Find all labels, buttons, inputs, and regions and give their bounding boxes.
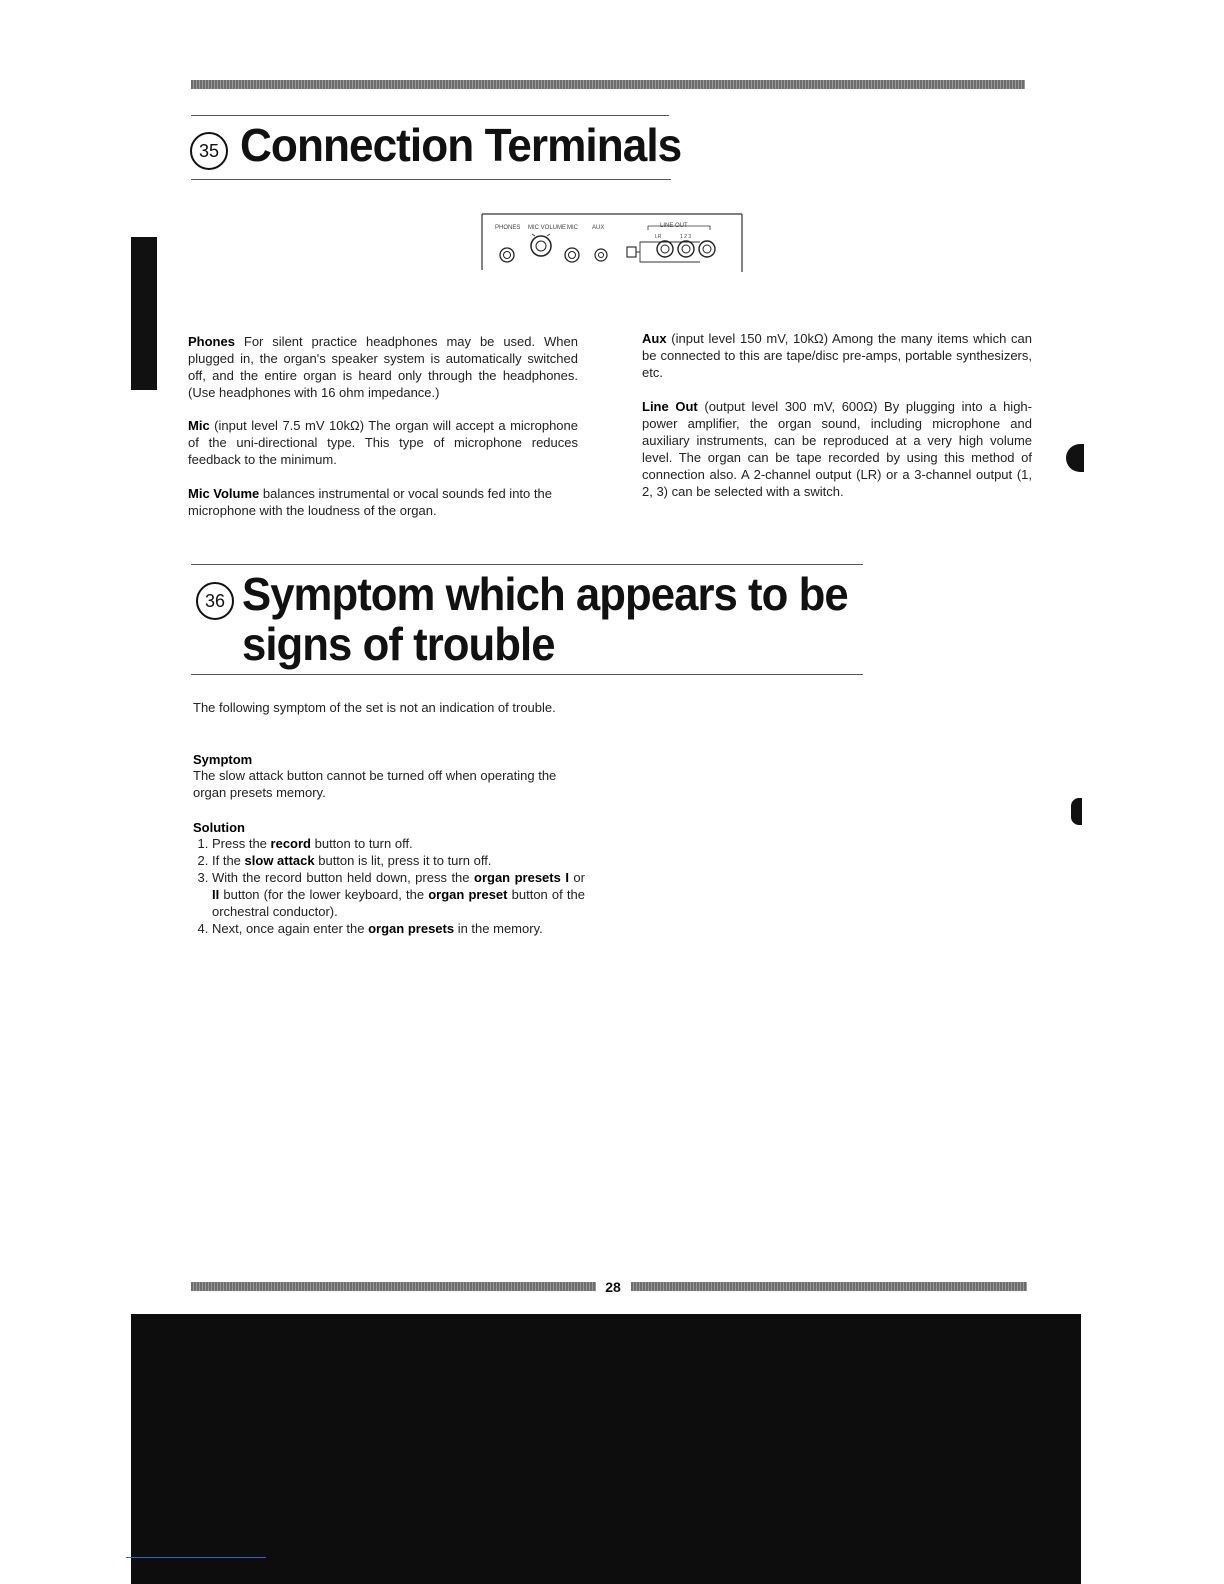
line-out-jack-icon: [657, 241, 673, 257]
solution-list: [193, 835, 585, 937]
line-out-text: (output level 300 mV, 600Ω) By plugging into a high-power amplifier, the organ sound, including microphone and auxiliary instruments, can be reproduced at a very high volume level. The organ can be tape recorded by using this method of connection also. A 2-channel output (LR) or a 3-channel output (1, 2, 3) can be selected with a switch.: [642, 399, 1032, 499]
term-line-out: Line Out: [642, 399, 698, 414]
section-rule: [191, 179, 671, 180]
solution-step: 4. Next, once again enter the organ presets in the memory.: [212, 920, 585, 937]
section-title-line1: Symptom which appears to be: [242, 568, 848, 620]
solution-heading: [193, 819, 583, 836]
solution-heading-text: Solution: [193, 820, 245, 835]
section-rule: [191, 674, 863, 675]
term-phones: Phones: [188, 334, 235, 349]
mic-volume-knob-icon: [531, 234, 551, 256]
section-number-badge: 35: [190, 132, 228, 170]
aux-text: (input level 150 mV, 10kΩ) Among the many items which can be connected to this are tape/disc pre-amps, portable synthesizers, etc.: [642, 331, 1032, 380]
line-out-jack-icon: [678, 241, 694, 257]
diagram-label: PHONES: [495, 225, 521, 231]
phones-paragraph: [188, 333, 578, 401]
scan-mark: [126, 1557, 266, 1558]
section-rule: [191, 564, 863, 565]
diagram-label: MIC: [567, 225, 578, 231]
scan-border-bottom: [131, 1314, 1081, 1584]
phones-text: For silent practice headphones may be used. When plugged in, the organ's speaker system is automatically switched off, and the entire organ is heard only through the headphones. (Use headphones with 16 ohm impedance.): [188, 334, 578, 400]
section-title-line2: signs of trouble: [242, 618, 555, 670]
solution-step: 1. Press the record button to turn off.: [212, 835, 585, 852]
edge-mark: [1066, 444, 1084, 472]
section-rule: [191, 115, 669, 116]
side-tab: [131, 237, 157, 390]
page-number: 28: [605, 1279, 621, 1295]
footer-bar-left: [191, 1282, 596, 1291]
section-title: Connection Terminals: [240, 119, 682, 171]
symptom-text: The slow attack button cannot be turned off when operating the organ presets memory.: [193, 768, 557, 800]
mic-volume-paragraph: [188, 485, 583, 519]
aux-jack-icon: [595, 249, 607, 261]
solution-step: 3. With the record button held down, press the organ presets I or II button (for the lower keyboard, the organ preset button of the orchestral conductor).: [212, 869, 585, 920]
diagram-label: AUX: [592, 225, 605, 231]
solution-steps: [193, 835, 585, 937]
phones-jack-icon: [500, 248, 514, 262]
section-number-badge: 36: [196, 582, 234, 620]
symptom-heading: [193, 751, 583, 768]
section-heading: [190, 118, 680, 176]
header-bar: [191, 80, 1025, 89]
mic-volume-text: balances instrumental or vocal sounds fed into the microphone with the loudness of the organ.: [188, 486, 552, 518]
terminal-panel-svg: [480, 212, 743, 274]
symptom-heading-text: Symptom: [193, 752, 253, 767]
footer-bar-right: [631, 1282, 1027, 1291]
diagram-label: 1 2 3: [680, 234, 692, 240]
terminal-panel-diagram: [480, 212, 743, 274]
diagram-label: MIC VOLUME: [528, 225, 567, 231]
edge-mark: [1071, 798, 1082, 825]
diagram-label: LR: [655, 234, 662, 240]
term-aux: Aux: [642, 331, 667, 346]
term-mic-volume: Mic Volume: [188, 486, 260, 501]
mic-paragraph: [188, 417, 578, 468]
term-mic: Mic: [188, 418, 210, 433]
line-out-paragraph: [642, 398, 1032, 500]
line-out-jack-icon: [699, 241, 715, 257]
intro-paragraph: The following symptom of the set is not an indication of trouble.: [193, 700, 556, 715]
diagram-label: LINE OUT: [660, 223, 688, 229]
mic-jack-icon: [565, 248, 579, 262]
aux-paragraph: [642, 330, 1032, 381]
solution-step: 2. If the slow attack button is lit, press it to turn off.: [212, 852, 585, 869]
section-heading: [192, 568, 864, 672]
mic-text: (input level 7.5 mV 10kΩ) The organ will accept a microphone of the uni-directional type. This type of microphone reduces feedback to the minimum.: [188, 418, 578, 467]
